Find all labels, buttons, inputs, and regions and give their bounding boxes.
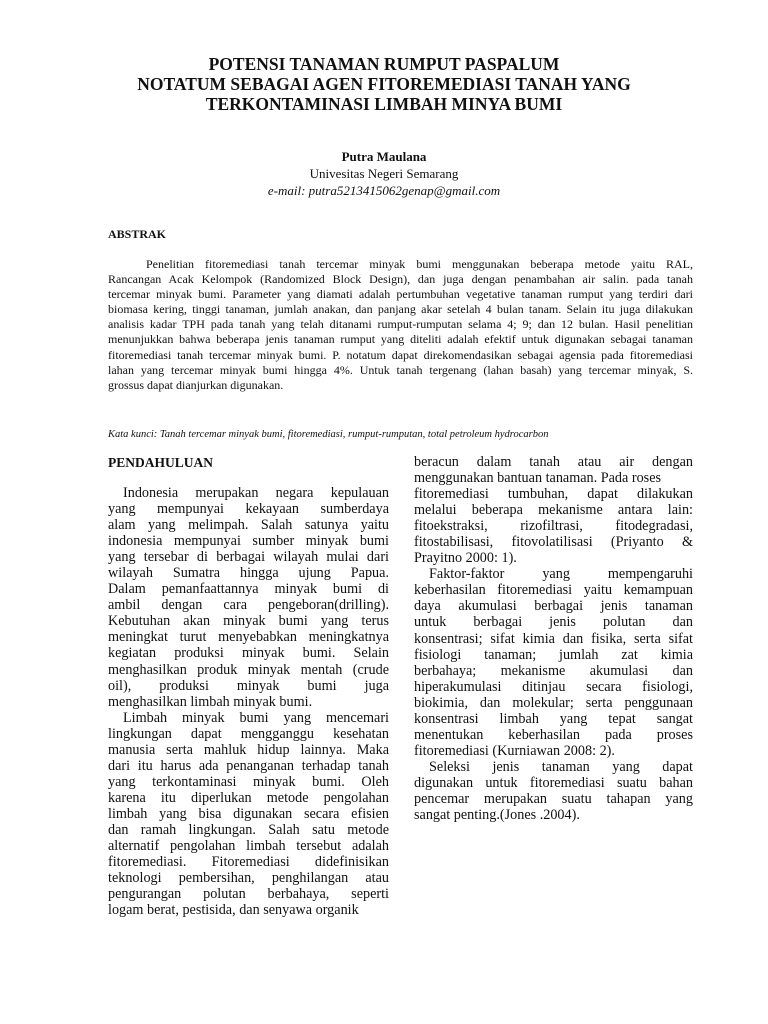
left-column: [108, 455, 389, 918]
keywords: Kata kunci: Tanah tercemar minyak bumi, fitoremediasi, rumput-rumputan, total petroleum hydrocarbon: [108, 429, 549, 440]
text-line: Kebutuhan akan minyak bumi yang terus: [108, 613, 389, 630]
title-line: NOTATUM SEBAGAI AGEN FITOREMEDIASI TANAH YANG: [137, 74, 631, 94]
text-line: digunakan untuk fitoremediasi suatu bahan: [414, 774, 693, 791]
abstract-line: Penelitian fitoremediasi tanah tercemar minyak bumi menggunakan beberapa metode yaitu RAL,: [146, 257, 693, 271]
title-line: TERKONTAMINASI LIMBAH MINYA BUMI: [205, 94, 563, 114]
author-affiliation: Univesitas Negeri Semarang: [309, 166, 459, 181]
text-line: hiperakumulasi ditinjau secara fisiologi,: [414, 678, 693, 695]
text-line: meningkat turut menyebabkan meningkatnya: [108, 629, 389, 646]
text-line: ambil dengan cara pengeboran(drilling).: [108, 597, 389, 614]
text-line: alam yang melimpah. Salah satunya yaitu: [108, 517, 389, 534]
abstract-line: menunjukkan bahwa beberapa jenis tanaman rumput yang diteliti adalah efektif untuk digunakan sebagai tanaman: [108, 332, 693, 347]
text-line: sangat penting.(Jones .2004).: [414, 807, 580, 824]
right-column: [414, 454, 693, 823]
text-line: alternatif pengolahan limbah tersebut adalah: [108, 838, 389, 855]
text-line: menghasilkan limbah minyak bumi.: [108, 693, 313, 710]
text-line: menentukan keberhasilan pada proses: [414, 726, 693, 743]
text-line: yang tersebar di berbagai wilayah mulai dari: [108, 549, 389, 566]
text-line: pencemar merupakan suatu tahapan yang: [414, 790, 693, 807]
abstract-line: grossus dapat dianjurkan digunakan.: [108, 377, 284, 392]
text-line: menghasilkan produk minyak mentah (crude: [108, 661, 389, 678]
abstract-line: biomasa kering, tinggi tanaman, jumlah anakan, dan panjang akar setelah 4 bulan tanam. Selain itu juga dilakukan: [108, 302, 693, 317]
abstract-line: fitoremediasi tanah tercemar minyak bumi. P. notatum dapat direkomendasikan sebagai agensia pada fitoremediasi: [108, 347, 693, 362]
text-line: logam berat, pestisida, dan senyawa organik: [108, 902, 359, 919]
text-line: Faktor-faktor yang mempengaruhi: [429, 566, 693, 583]
text-line: beracun dalam tanah atau air dengan: [414, 454, 693, 470]
title-line: POTENSI TANAMAN RUMPUT PASPALUM: [208, 54, 560, 74]
text-line: lingkungan dapat mengganggu kesehatan: [108, 725, 389, 742]
text-line: berbahaya; mekanisme akumulasi dan: [414, 662, 693, 679]
text-line: untuk berbagai jenis polutan dan: [414, 614, 693, 631]
text-line: Prayitno 2000: 1).: [414, 550, 517, 567]
text-line: oil), produksi minyak bumi juga: [108, 677, 389, 694]
text-line: Limbah minyak bumi yang mencemari: [123, 709, 389, 726]
text-line: fitoremediasi. Fitoremediasi didefinisikan: [108, 854, 389, 871]
text-line: dari itu harus ada penanganan terhadap tanah: [108, 757, 389, 774]
text-line: menggunakan bantuan tanaman. Pada roses: [414, 470, 662, 487]
text-line: karena itu diperlukan metode pengolahan: [108, 789, 389, 806]
abstract-line: analisis kadar TPH pada tanah yang telah ditanami rumput-rumputan selama 4; 9; dan 12 bulan. Hasil penelitian: [108, 317, 693, 332]
text-line: Indonesia merupakan negara kepulauan: [123, 485, 389, 501]
text-line: fitostabilisasi, fitovolatilisasi (Priyanto &: [414, 534, 693, 551]
abstract-line: lahan yang tercemar minyak bumi hingga 4%. Untuk tanah tergenang (lahan basah) yang tercemar minyak, S.: [108, 362, 693, 377]
text-line: Seleksi jenis tanaman yang dapat: [429, 758, 693, 775]
author-name: Putra Maulana: [341, 149, 427, 164]
paper-title: [60, 54, 708, 114]
text-line: limbah yang bisa digunakan secara efisien: [108, 805, 389, 822]
text-line: biokimia, dan molekular; serta penggunaan: [414, 694, 693, 711]
text-line: konsentrasi limbah yang tepat sangat: [414, 710, 693, 727]
text-line: yang mempunyai kekayaan sumberdaya: [108, 501, 389, 518]
section-heading-pendahuluan: PENDAHULUAN: [108, 455, 214, 470]
text-line: pengurangan polutan berbahaya, seperti: [108, 886, 389, 903]
abstract-heading: ABSTRAK: [108, 227, 167, 241]
text-line: dan ramah lingkungan. Salah satu metode: [108, 821, 389, 838]
text-line: fitoekstraksi, rizofiltrasi, fitodegradasi,: [414, 518, 693, 535]
abstract-line: Rancangan Acak Kelompok (Randomized Block Design), dan juga dengan penambahan air salin. pada tanah: [108, 272, 693, 287]
text-line: indonesia mempunyai sumber minyak bumi: [108, 533, 389, 550]
abstract-line: tercemar minyak bumi. Parameter yang diamati adalah pertumbuhan vegetative tanaman rumput yang terdiri dari: [108, 287, 693, 302]
author-block: [60, 148, 708, 199]
text-line: Dalam pemanfaattannya minyak bumi di: [108, 581, 389, 598]
abstract-text: [108, 257, 693, 393]
text-line: kegiatan produksi minyak bumi. Selain: [108, 645, 389, 662]
text-line: konsentrasi; sifat kimia dan fisika, serta sifat: [414, 630, 693, 647]
text-line: yang terkontaminasi minyak bumi. Oleh: [108, 773, 389, 790]
text-line: daya akumulasi berbagai jenis tanaman: [414, 598, 693, 615]
text-line: teknologi pembersihan, penghilangan atau: [108, 870, 389, 887]
author-email: e-mail: putra5213415062genap@gmail.com: [267, 183, 501, 198]
left-column-body: [108, 485, 389, 918]
text-line: fitoremediasi tumbuhan, dapat dilakukan: [414, 486, 693, 503]
text-line: manusia serta mahluk hidup lainnya. Maka: [108, 741, 389, 758]
text-line: keberhasilan fitoremediasi yaitu kemampuan: [414, 582, 693, 599]
text-line: fisiologi tanaman; jumlah zat kimia: [414, 646, 693, 663]
text-line: melalui beberapa mekanisme antara lain:: [414, 502, 693, 519]
text-line: fitoremediasi (Kurniawan 2008: 2).: [414, 742, 615, 759]
text-line: wilayah Sumatra hingga ujung Papua.: [108, 565, 389, 582]
